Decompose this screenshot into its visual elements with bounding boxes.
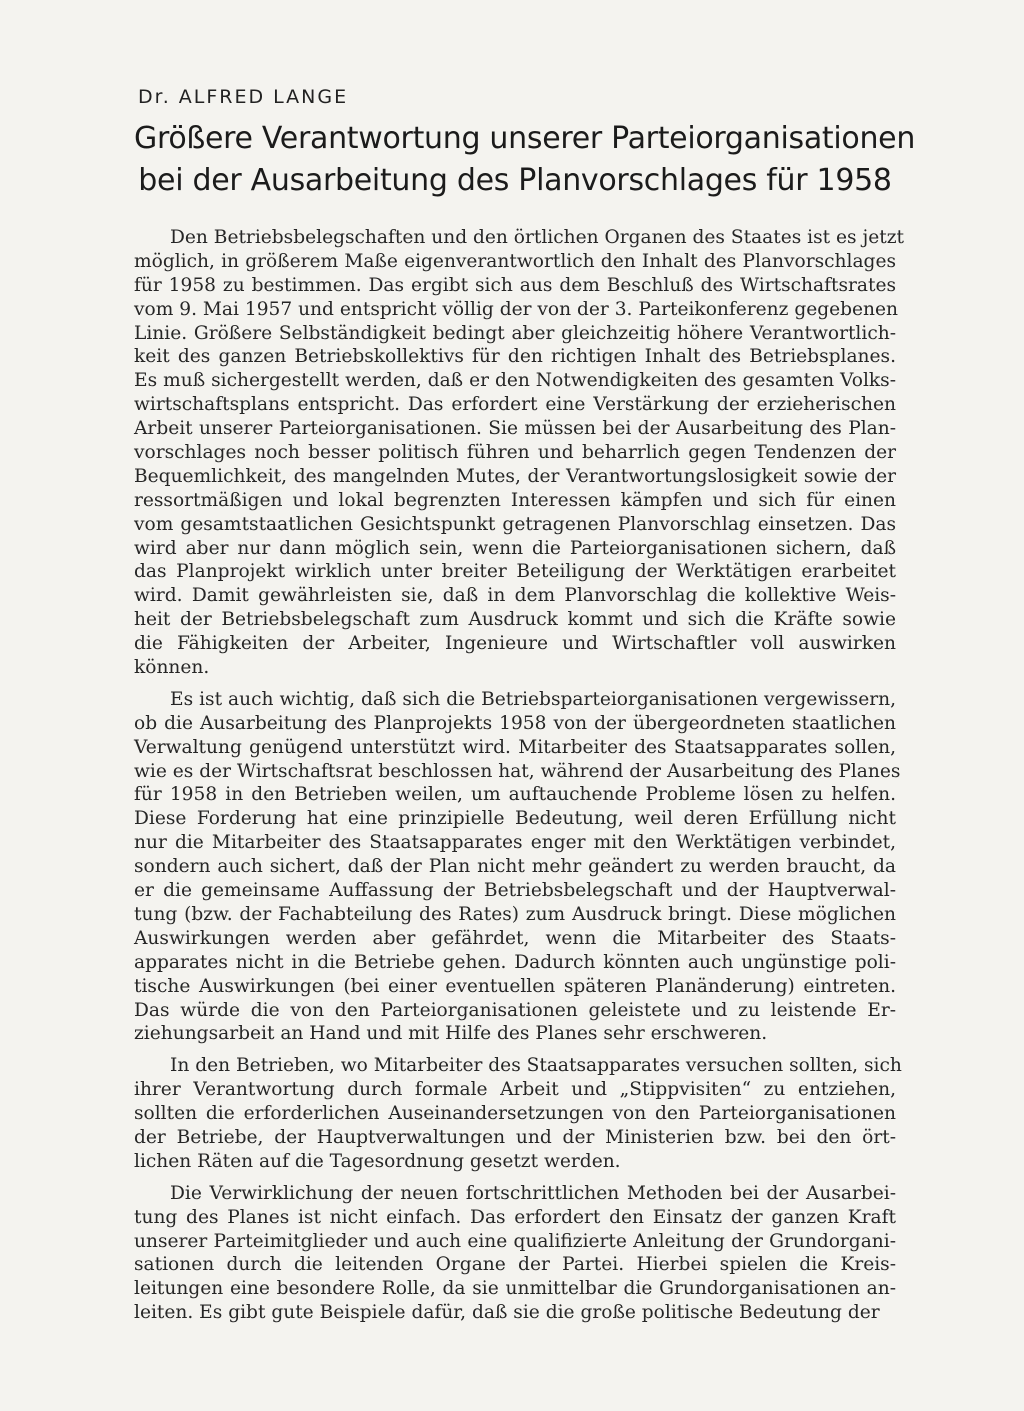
- title-line: bei der Ausarbeitung des Planvorschlages für 1958: [138, 163, 892, 198]
- text-line: keit des ganzen Betriebskollektivs für den richtigen Inhalt des Betriebsplanes.: [134, 346, 896, 368]
- text-line: ressortmäßigen und lokal begrenzten Interessen kämpfen und sich für einen: [134, 489, 896, 511]
- text-line: Arbeit unserer Parteiorganisationen. Sie müssen bei der Ausarbeitung des Plan-: [134, 418, 896, 440]
- paragraph: [134, 688, 901, 1046]
- text-line: sationen durch die leitenden Organe der Partei. Hierbei spielen die Kreis-: [134, 1254, 896, 1276]
- text-line: lichen Räten auf die Tagesordnung gesetzt werden.: [134, 1150, 621, 1172]
- text-line: leiten. Es gibt gute Beispiele dafür, daß sie die große politische Bedeutung der: [134, 1302, 880, 1324]
- article-title: [134, 118, 916, 202]
- text-line: tung des Planes ist nicht einfach. Das erfordert den Einsatz der ganzen Kraft: [134, 1206, 896, 1228]
- text-line: Die Verwirklichung der neuen fortschrittlichen Methoden bei der Ausarbei-: [170, 1182, 896, 1204]
- text-line: heit der Betriebsbelegschaft zum Ausdruck kommt und sich die Kräfte sowie: [134, 609, 896, 631]
- text-line: die Fähigkeiten der Arbeiter, Ingenieure und Wirtschaftler voll auswirken: [134, 633, 896, 655]
- text-line: das Planprojekt wirklich unter breiter Beteiligung der Werktätigen erarbeitet: [134, 561, 896, 583]
- paragraph: [134, 226, 905, 680]
- text-line: Es muß sichergestellt werden, daß er den Notwendigkeiten des gesamten Volks-: [134, 370, 896, 392]
- text-line: Verwaltung genügend unterstützt wird. Mitarbeiter des Staatsapparates sollen,: [134, 736, 896, 758]
- text-line: ihrer Verantwortung durch formale Arbeit und „Stippvisiten“ zu entziehen,: [134, 1079, 896, 1101]
- text-line: In den Betrieben, wo Mitarbeiter des Staatsapparates versuchen sollten, sich: [170, 1055, 902, 1077]
- text-line: tische Auswirkungen (bei einer eventuellen späteren Planänderung) eintreten.: [134, 975, 896, 997]
- text-line: vom 9. Mai 1957 und entspricht völlig der von der 3. Parteikonferenz gegebenen: [134, 298, 899, 320]
- text-line: Das würde die von den Parteiorganisationen geleistete und zu leistende Er-: [134, 999, 896, 1021]
- text-line: sollten die erforderlichen Auseinandersetzungen von den Parteiorganisationen: [134, 1103, 896, 1125]
- text-line: vorschlages noch besser politisch führen und beharrlich gegen Tendenzen der: [134, 442, 896, 464]
- text-line: Es ist auch wichtig, daß sich die Betriebsparteiorganisationen vergewissern,: [170, 688, 896, 710]
- text-line: nur die Mitarbeiter des Staatsapparates enger mit den Werktätigen verbindet,: [134, 832, 896, 854]
- text-line: apparates nicht in die Betriebe gehen. Dadurch könnten auch ungünstige poli-: [134, 951, 896, 973]
- text-line: vom gesamtstaatlichen Gesichtspunkt getragenen Planvorschlag einsetzen. Das: [134, 513, 896, 535]
- article-body: [134, 226, 905, 1325]
- text-line: können.: [134, 657, 210, 679]
- author-name: Dr. ALFRED LANGE: [138, 86, 349, 108]
- text-line: wird aber nur dann möglich sein, wenn die Parteiorganisationen sichern, daß: [134, 537, 896, 559]
- text-line: Auswirkungen werden aber gefährdet, wenn die Mitarbeiter des Staats-: [134, 927, 896, 949]
- text-line: ob die Ausarbeitung des Planprojekts 1958 von der übergeordneten staatlichen: [134, 712, 896, 734]
- text-line: leitungen eine besondere Rolle, da sie unmittelbar die Grundorganisationen an-: [134, 1278, 896, 1300]
- text-line: möglich, in größerem Maße eigenverantwortlich den Inhalt des Planvorschlages: [134, 250, 896, 272]
- text-line: wie es der Wirtschaftsrat beschlossen hat, während der Ausarbeitung des Planes: [134, 760, 901, 782]
- paragraph: [134, 1054, 902, 1173]
- text-line: sondern auch sichert, daß der Plan nicht mehr geändert zu werden braucht, da: [134, 856, 896, 878]
- text-line: für 1958 zu bestimmen. Das ergibt sich aus dem Beschluß des Wirtschaftsrates: [134, 274, 896, 296]
- text-line: Bequemlichkeit, des mangelnden Mutes, der Verantwortungslosigkeit sowie der: [134, 465, 896, 487]
- text-line: Diese Forderung hat eine prinzipielle Bedeutung, weil deren Erfüllung nicht: [134, 808, 896, 830]
- paragraph: [134, 1182, 896, 1325]
- text-line: der Betriebe, der Hauptverwaltungen und der Ministerien bzw. bei den ört-: [134, 1126, 896, 1148]
- text-line: wirtschaftsplans entspricht. Das erfordert eine Verstärkung der erzieherischen: [134, 394, 896, 416]
- text-line: ziehungsarbeit an Hand und mit Hilfe des Planes sehr erschweren.: [134, 1023, 768, 1045]
- text-line: tung (bzw. der Fachabteilung des Rates) zum Ausdruck bringt. Diese möglichen: [134, 903, 896, 925]
- text-line: Den Betriebsbelegschaften und den örtlichen Organen des Staates ist es jetzt: [170, 227, 905, 248]
- text-line: er die gemeinsame Auffassung der Betriebsbelegschaft und der Hauptverwal-: [134, 880, 896, 902]
- text-line: Linie. Größere Selbständigkeit bedingt aber gleichzeitig höhere Verantwortlich-: [134, 322, 896, 344]
- text-line: für 1958 in den Betrieben weilen, um auftauchende Probleme lösen zu helfen.: [134, 784, 896, 806]
- text-line: unserer Parteimitglieder und auch eine qualifizierte Anleitung der Grundorgani-: [134, 1230, 896, 1252]
- title-line: Größere Verantwortung unserer Parteiorganisationen: [134, 121, 916, 156]
- text-line: wird. Damit gewährleisten sie, daß in dem Planvorschlag die kollektive Weis-: [134, 585, 896, 607]
- document-page: [134, 86, 916, 1333]
